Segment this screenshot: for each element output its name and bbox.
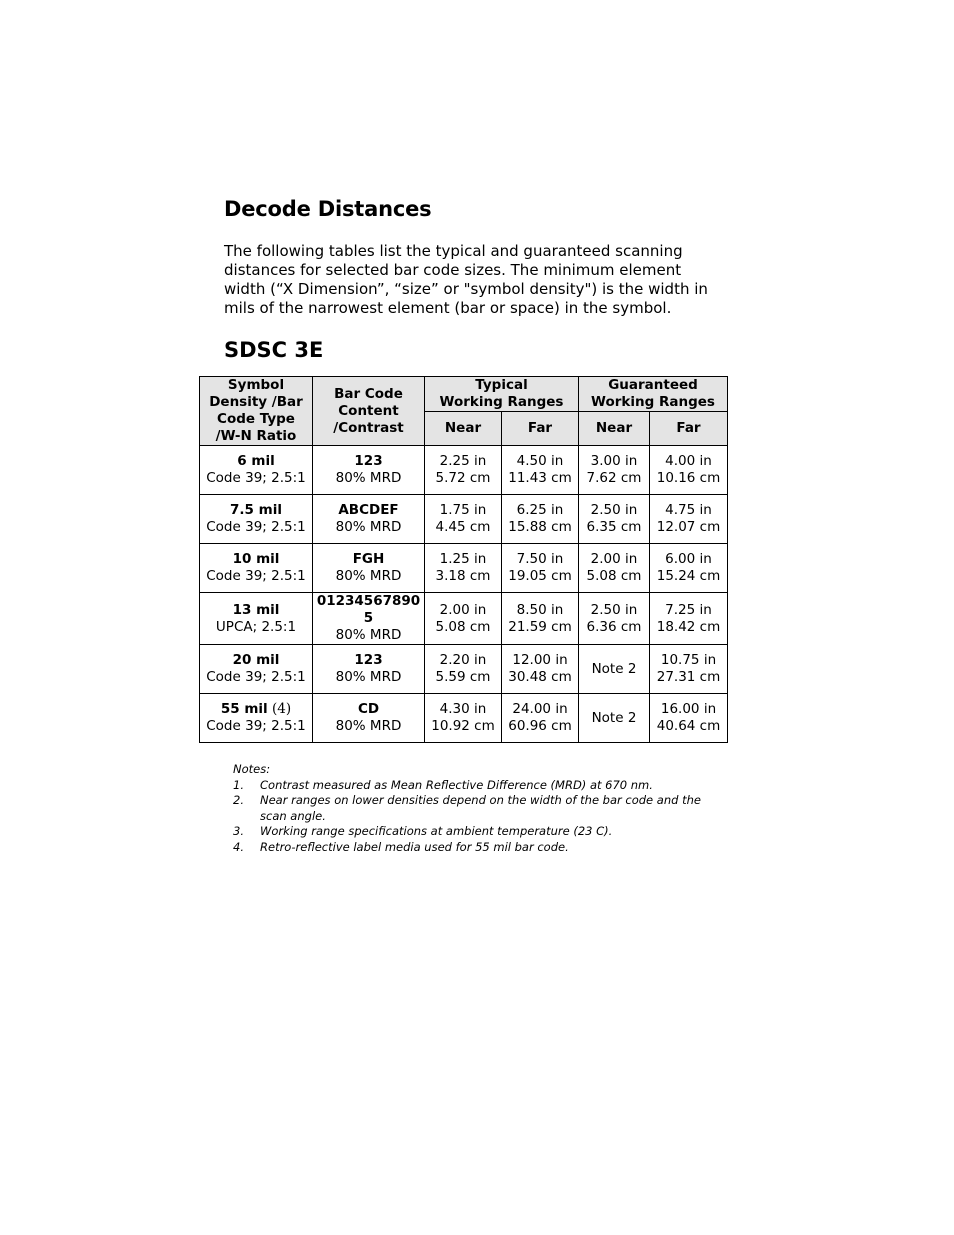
- note-text: Retro-reflective label media used for 55 mil bar code.: [260, 839, 569, 854]
- cell-line: 7.50 in: [516, 551, 564, 567]
- note-text: Working range specifications at ambient temperature (23 C).: [260, 824, 613, 838]
- cell-line: 30.48 cm: [508, 669, 572, 685]
- cell-guaranteed-far: [650, 593, 728, 645]
- cell-line: ABCDEF: [338, 502, 399, 518]
- density-value: 55 mil: [220, 701, 268, 717]
- cell-symbol-density: [200, 495, 313, 544]
- cell-typical-near: [425, 694, 502, 743]
- code-type: Code 39; 2.5:1: [206, 470, 306, 486]
- note-number: 3.: [233, 824, 244, 838]
- cell-line: 60.96 cm: [508, 718, 572, 734]
- cell-bar-code-content: [313, 645, 425, 694]
- cell-symbol-density: [200, 544, 313, 593]
- table-row: [200, 645, 728, 694]
- cell-line: 4.00 in: [665, 453, 712, 469]
- cell-line: 2.50 in: [590, 601, 638, 618]
- note-text: Near ranges on lower densities depend on the width of the bar code and the scan angle.: [260, 793, 701, 823]
- table-row: [200, 544, 728, 593]
- contrast-value: 80% MRD: [335, 718, 402, 734]
- cell-guaranteed-far: [650, 446, 728, 495]
- cell-line: 24.00 in: [512, 701, 568, 717]
- cell-line: 10.92 cm: [431, 718, 495, 734]
- table-row: [200, 694, 728, 743]
- note-item: [233, 840, 703, 856]
- cell-line: 5: [363, 610, 374, 626]
- cell-line: 27.31 cm: [656, 669, 721, 685]
- cell-line: 7.62 cm: [586, 470, 642, 486]
- cell-line: 5.08 cm: [586, 568, 642, 584]
- table-row: [200, 593, 728, 645]
- cell-guaranteed-near: [579, 694, 650, 743]
- cell-line: 123: [354, 652, 383, 668]
- cell-symbol-density: [200, 446, 313, 495]
- cell-line: 2.00 in: [590, 551, 638, 567]
- header-symbol-density: Symbol Density /Bar Code Type /W-N Ratio: [200, 377, 313, 446]
- cell-line: 6.36 cm: [586, 618, 642, 635]
- cell-line: 2.50 in: [590, 502, 638, 518]
- notes: [233, 762, 703, 855]
- header-typical-near: Near: [425, 412, 502, 446]
- contrast-value: 80% MRD: [335, 470, 402, 486]
- cell-guaranteed-near: [579, 544, 650, 593]
- cell-line: 2.20 in: [439, 652, 487, 668]
- cell-typical-near: [425, 645, 502, 694]
- notes-heading: Notes:: [233, 762, 271, 776]
- table-body: [200, 446, 728, 743]
- cell-typical-far: [502, 446, 579, 495]
- cell-line: CD: [357, 701, 380, 717]
- cell-line: 3.00 in: [590, 453, 638, 469]
- cell-typical-near: [425, 495, 502, 544]
- note-text: Contrast measured as Mean Reflective Difference (MRD) at 670 nm.: [260, 777, 653, 792]
- code-type: Code 39; 2.5:1: [206, 568, 306, 584]
- cell-typical-near: [425, 593, 502, 645]
- cell-bar-code-content: [313, 694, 425, 743]
- cell-guaranteed-far: [650, 495, 728, 544]
- cell-guaranteed-far: [650, 544, 728, 593]
- contrast-value: 80% MRD: [335, 627, 402, 643]
- cell-symbol-density: [200, 645, 313, 694]
- cell-line: 10.16 cm: [656, 470, 721, 486]
- cell-line: 1.25 in: [439, 551, 487, 567]
- cell-symbol-density: [200, 694, 313, 743]
- cell-line: 3.18 cm: [435, 568, 491, 584]
- density-value: 10 mil: [232, 551, 280, 567]
- decode-distances-table: [199, 376, 728, 743]
- note-item: [233, 824, 703, 840]
- cell-line: 12.07 cm: [656, 519, 721, 535]
- header-typical-far: Far: [502, 412, 579, 446]
- page-title: Decode Distances: [224, 197, 432, 221]
- cell-line: 18.42 cm: [656, 618, 721, 635]
- cell-line: 16.00 in: [660, 701, 717, 717]
- table-row: [200, 446, 728, 495]
- cell-line: Note 2: [591, 660, 637, 677]
- cell-typical-far: [502, 694, 579, 743]
- cell-bar-code-content: [313, 495, 425, 544]
- cell-line: 4.45 cm: [435, 519, 491, 535]
- cell-line: 5.08 cm: [435, 618, 491, 635]
- note-item: [233, 778, 703, 794]
- cell-line: 12.00 in: [512, 652, 568, 668]
- intro-paragraph: The following tables list the typical and guaranteed scanning distances for selected bar code sizes. The minimum element width (“X Dimension”, “size” or "symbol density") is the width in mils of the narrowest element (bar or space) in the symbol.: [224, 242, 708, 317]
- cell-line: 10.75 in: [660, 652, 717, 668]
- note-number: 1.: [233, 777, 244, 792]
- cell-typical-far: [502, 495, 579, 544]
- cell-line: 19.05 cm: [508, 568, 572, 584]
- cell-line: 1.75 in: [439, 502, 487, 518]
- header-guaranteed-far: Far: [650, 412, 728, 446]
- cell-symbol-density: [200, 593, 313, 645]
- cell-guaranteed-near: [579, 446, 650, 495]
- code-type: Code 39; 2.5:1: [206, 718, 306, 734]
- cell-line: 4.30 in: [439, 701, 487, 717]
- cell-typical-near: [425, 544, 502, 593]
- cell-line: 2.00 in: [439, 601, 487, 618]
- cell-guaranteed-near: [579, 645, 650, 694]
- header-typical-ranges: Typical Working Ranges: [425, 377, 579, 412]
- footnote-ref: (4): [271, 701, 292, 717]
- cell-guaranteed-near: [579, 495, 650, 544]
- code-type: Code 39; 2.5:1: [206, 669, 306, 685]
- cell-line: 6.25 in: [516, 502, 564, 518]
- cell-line: 15.88 cm: [508, 519, 572, 535]
- cell-guaranteed-far: [650, 694, 728, 743]
- cell-bar-code-content: [313, 544, 425, 593]
- cell-bar-code-content: [313, 593, 425, 645]
- note-number: 4.: [233, 839, 244, 854]
- cell-bar-code-content: [313, 446, 425, 495]
- cell-typical-far: [502, 645, 579, 694]
- density-value: 6 mil: [237, 453, 275, 469]
- density-value: 13 mil: [232, 601, 280, 618]
- cell-line: 4.75 in: [665, 502, 712, 518]
- note-number: 2.: [233, 793, 244, 807]
- cell-line: FGH: [352, 551, 385, 567]
- cell-line: 2.25 in: [439, 453, 487, 469]
- cell-line: 6.35 cm: [586, 519, 642, 535]
- cell-line: 01234567890: [316, 593, 421, 609]
- cell-line: 11.43 cm: [508, 470, 572, 486]
- cell-line: 5.59 cm: [435, 669, 491, 685]
- contrast-value: 80% MRD: [335, 519, 402, 535]
- note-item: [233, 793, 703, 824]
- cell-line: Note 2: [591, 709, 637, 726]
- notes-list: [233, 778, 703, 856]
- cell-guaranteed-far: [650, 645, 728, 694]
- cell-line: 8.50 in: [516, 601, 564, 618]
- header-guaranteed-near: Near: [579, 412, 650, 446]
- cell-guaranteed-near: [579, 593, 650, 645]
- cell-line: 6.00 in: [665, 551, 712, 567]
- cell-line: 21.59 cm: [508, 618, 572, 635]
- code-type: UPCA; 2.5:1: [215, 618, 297, 635]
- header-guaranteed-ranges: Guaranteed Working Ranges: [579, 377, 728, 412]
- cell-typical-far: [502, 593, 579, 645]
- cell-line: 40.64 cm: [656, 718, 721, 734]
- section-title: SDSC 3E: [224, 338, 324, 362]
- code-type: Code 39; 2.5:1: [206, 519, 306, 535]
- cell-line: 7.25 in: [665, 601, 712, 618]
- cell-typical-near: [425, 446, 502, 495]
- density-value: 7.5 mil: [230, 502, 282, 518]
- cell-line: 5.72 cm: [435, 470, 491, 486]
- table-row: [200, 495, 728, 544]
- contrast-value: 80% MRD: [335, 568, 402, 584]
- density-value: 20 mil: [232, 652, 280, 668]
- contrast-value: 80% MRD: [335, 669, 402, 685]
- cell-typical-far: [502, 544, 579, 593]
- cell-line: 4.50 in: [516, 453, 564, 469]
- cell-line: 123: [354, 453, 383, 469]
- cell-line: 15.24 cm: [656, 568, 721, 584]
- header-bar-code-content: Bar Code Content /Contrast: [313, 377, 425, 446]
